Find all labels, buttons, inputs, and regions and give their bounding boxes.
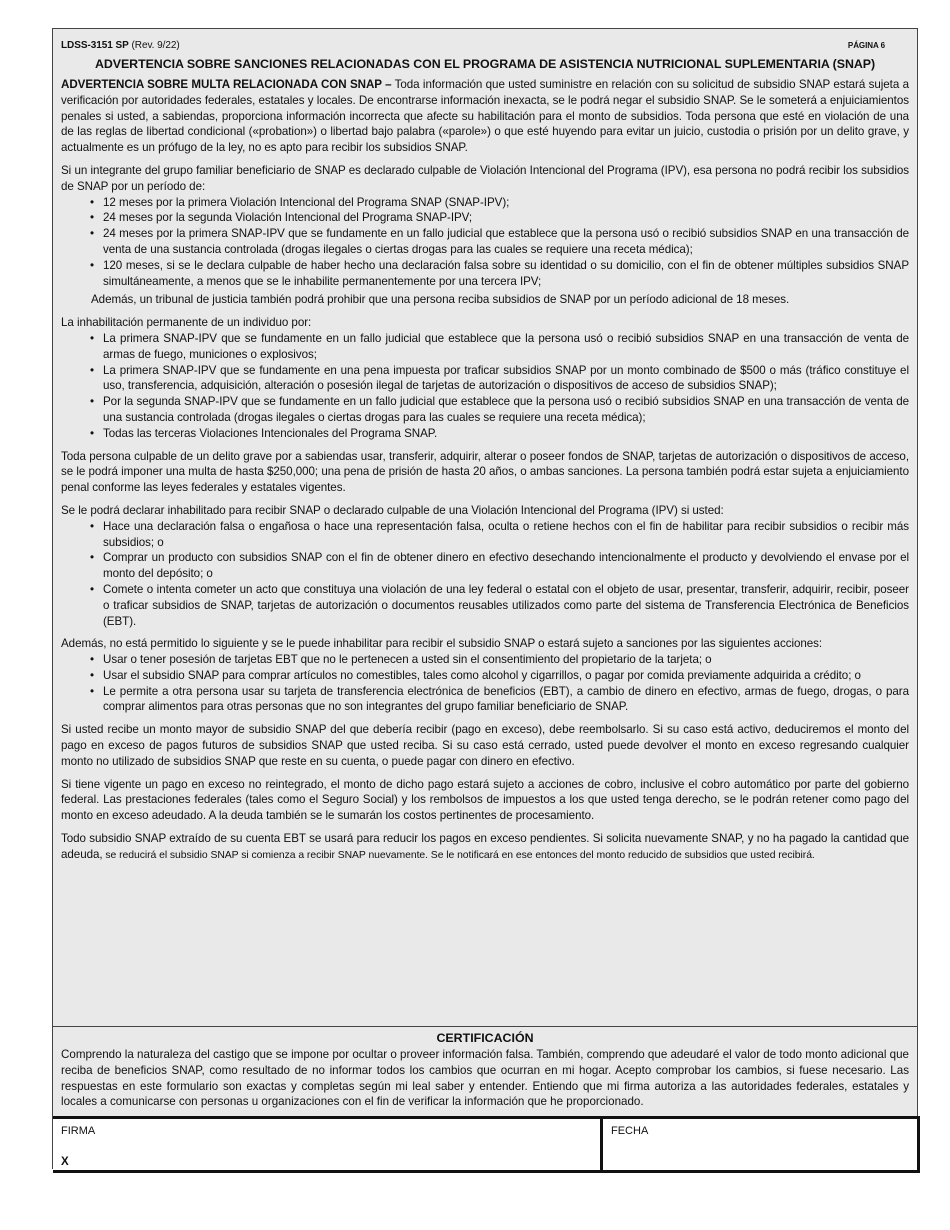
permanent-section [61, 315, 909, 441]
list-item: • Usar o tener posesión de tarjetas EBT que no le pertenecen a usted sin el consentimiento del propietario de la tarjeta; o [103, 652, 909, 668]
signature-row [53, 1116, 917, 1170]
warning-text: Toda información que usted suministre en relación con su solicitud de subsidio SNAP estará sujeta a verificación por autoridades federales, estatales y locales. De encontrarse información inexacta, se le podrá negar el subsidio SNAP. Se le someterá a enjuiciamientos penales si usted, a sabiendas, proporciona información incorrecta que afecte su habilitación para el monto de subsidios. Toda persona que esté en violación de una de las reglas de libertad condicional («probation») o libertad bajo palabra («parole») o que esté huyendo para evitar un juicio, custodia o prisión por un delito grave, y actualmente es un prófugo de la ley, no es apto para recibir los subsidios SNAP. [61, 78, 909, 155]
list-item: • Hace una declaración falsa o engañosa o hace una representación falsa, oculta o retiene hechos con el fin de habilitar para recibir subsidios o recibir más subsidios; o [103, 519, 909, 551]
bottom-rule [53, 1170, 917, 1173]
permanent-intro: La inhabilitación permanente de un individuo por: [61, 316, 312, 330]
warning-lead: ADVERTENCIA SOBRE MULTA RELACIONADA CON SNAP – [61, 78, 392, 91]
overpayment-paragraph: Si usted recibe un monto mayor de subsidio SNAP del que debería recibir (pago en exceso), debe reembolsarlo. Si su caso está activo, deduciremos el monto del pago en exceso de pagos futuros de subsidios SNAP que usted reciba. Si su caso está cerrado, usted puede devolver el monto en exceso regresando cualquier monto no utilizado de subsidios SNAP que reste en su cuenta, o puede pagar con dinero en efectivo. [61, 723, 909, 768]
right-rule [917, 1116, 920, 1173]
felony-paragraph: Toda persona culpable de un delito grave por a sabiendas usar, transferir, adquirir, alterar o poseer fondos de SNAP, tarjetas de autorización o dispositivos de acceso, se le podrá imponer una multa de hasta $250,000; una pena de prisión de hasta 20 años, o ambas sanciones. La persona también podrá estar sujeta a enjuiciamiento penal conforme las leyes federales y estatales vigentes. [61, 449, 909, 495]
list-item: • 12 meses por la primera Violación Intencional del Programa SNAP (SNAP-IPV); [103, 195, 909, 211]
ipv-intro: Si un integrante del grupo familiar beneficiario de SNAP es declarado culpable de Violación Intencional del Programa (IPV), esa persona no podrá recibir los subsidios de SNAP por un período de: [61, 163, 909, 193]
form-code: LDSS-3151 SP [61, 40, 129, 51]
ipv-list [61, 195, 909, 290]
certification-title: CERTIFICACIÓN [436, 1031, 534, 1045]
certification-text: Comprendo la naturaleza del castigo que se impone por ocultar o proveer información falsa. También, comprendo que adeudaré el valor de todo monto adicional que reciba de beneficios SNAP, como resultado de no informar todos los cambios que ocurran en mi hogar. Acepto comprobar los cambios, si fuese necesario. Las respuestas en este formulario son exactas y completas según mi leal saber y entender. Entiendo que mi firma autoriza a las autoridades federales, estatales y locales a comunicarse con personas u organizaciones con el fin de verificar la información que he proporcionado. [61, 1048, 909, 1109]
list-item: • Comprar un producto con subsidios SNAP con el fin de obtener dinero en efectivo desechando intencionalmente el producto y devolviendo el envase por el monto del depósito; o [103, 550, 909, 582]
ipv-additional: Además, un tribunal de justicia también podrá prohibir que una persona reciba subsidios de SNAP por un período adicional de 18 meses. [91, 293, 790, 307]
collection-paragraph: Si tiene vigente un pago en exceso no reintegrado, el monto de dicho pago estará sujeto a acciones de cobro, inclusive el cobro automático por parte del gobierno federal. Las prestaciones federales (tales como el Seguro Social) y los rembolsos de impuestos a los que usted tenga derecho, se le podrán retener como pago del monto en exceso adeudado. A la deuda también se le sumarán los costos pertinentes de procesamiento. [61, 777, 909, 823]
ebt-reduce-paragraph [61, 831, 909, 864]
list-item: • Usar el subsidio SNAP para comprar artículos no comestibles, tales como alcohol y cigarrillos, o pagar por comida previamente adquirida a crédito; o [103, 668, 909, 684]
page-title: ADVERTENCIA SOBRE SANCIONES RELACIONADAS CON EL PROGRAMA DE ASISTENCIA NUTRICIONAL SUPLEMENTARIA (SNAP) [94, 57, 876, 71]
ipv-section [61, 163, 909, 308]
ebt-reduce-part2: se reducirá el subsidio SNAP si comienza a recibir SNAP nuevamente. Se le notificará en ese entonces del monto reducido de subsidios que usted recibirá. [102, 849, 815, 861]
date-label: FECHA [611, 1125, 649, 1137]
page-number: PÁGINA 6 [847, 41, 885, 50]
date-field[interactable] [603, 1119, 917, 1170]
list-item: • Comete o intenta cometer un acto que constituya una violación de una ley federal o estatal con el objeto de usar, presentar, transferir, adquirir, recibir, poseer o traficar subsidios de SNAP, tarjetas de autorización o documentos reusables utilizados como parte del sistema de Transferencia Electrónica de Beneficios (EBT). [103, 582, 909, 629]
list-item: • Todas las terceras Violaciones Intencionales del Programa SNAP. [103, 426, 909, 442]
list-item: • 120 meses, si se le declara culpable de haber hecho una declaración falsa sobre su identidad o su domicilio, con el fin de obtener múltiples subsidios SNAP simultáneamente, a menos que se le inhabilite permanentemente por una tercera IPV; [103, 258, 909, 290]
signature-label: FIRMA [61, 1125, 96, 1137]
prohibited-list [61, 652, 909, 715]
disqualify-list [61, 519, 909, 630]
warning-paragraph [61, 77, 909, 156]
form-revision: (Rev. 9/22) [131, 40, 180, 51]
permanent-list [61, 331, 909, 442]
form-header [61, 39, 909, 52]
prohibited-section [61, 636, 909, 715]
disqualify-section [61, 503, 909, 629]
certification-section [53, 1026, 917, 1110]
snap-penalties-form [52, 28, 918, 1169]
disqualify-intro: Se le podrá declarar inhabilitado para recibir SNAP o declarado culpable de una Violación Intencional del Programa (IPV) si usted: [61, 503, 724, 517]
list-item: • 24 meses por la primera SNAP-IPV que se fundamente en un fallo judicial que establece que la persona usó o recibió subsidios SNAP en una transacción de venta de una sustancia controlada (drogas ilegales o ciertas drogas para las cuales se requiere una receta médica); [103, 226, 909, 258]
list-item: • Le permite a otra persona usar su tarjeta de transferencia electrónica de beneficios (EBT), a cambio de dinero en efectivo, armas de fuego, drogas, o para comprar alimentos para otras personas que no son integrantes del grupo familiar beneficiario de SNAP. [103, 684, 909, 716]
prohibited-intro: Además, no está permitido lo siguiente y se le puede inhabilitar para recibir el subsidio SNAP o estará sujeto a sanciones por las siguientes acciones: [61, 637, 823, 651]
ebt-reduce-part1: Todo subsidio SNAP extraído de su cuenta EBT se usará para reducir los pagos en exceso pendientes. Si solicita nuevamente SNAP, y no ha pagado la cantidad que adeuda, [61, 832, 909, 861]
signature-field[interactable] [53, 1119, 603, 1170]
signature-mark: X [61, 1156, 69, 1168]
list-item: • Por la segunda SNAP-IPV que se fundamente en un fallo judicial que establece que la persona usó o recibió subsidios SNAP en una transacción de venta de una sustancia controlada (drogas ilegales o ciertas drogas para las cuales se requiere una receta médica); [103, 394, 909, 426]
list-item: • La primera SNAP-IPV que se fundamente en una pena impuesta por traficar subsidios SNAP por un monto combinado de $500 o más (tráfico constituye el uso, transferencia, adquisición, alteración o posesión ilegal de tarjetas de autorización o dispositivos de acceso de subsidios SNAP); [103, 363, 909, 395]
list-item: • 24 meses por la segunda Violación Intencional del Programa SNAP-IPV; [103, 210, 909, 226]
list-item: • La primera SNAP-IPV que se fundamente en un fallo judicial que establece que la persona usó o recibió subsidios SNAP en una transacción de venta de armas de fuego, municiones o explosivos; [103, 331, 909, 363]
